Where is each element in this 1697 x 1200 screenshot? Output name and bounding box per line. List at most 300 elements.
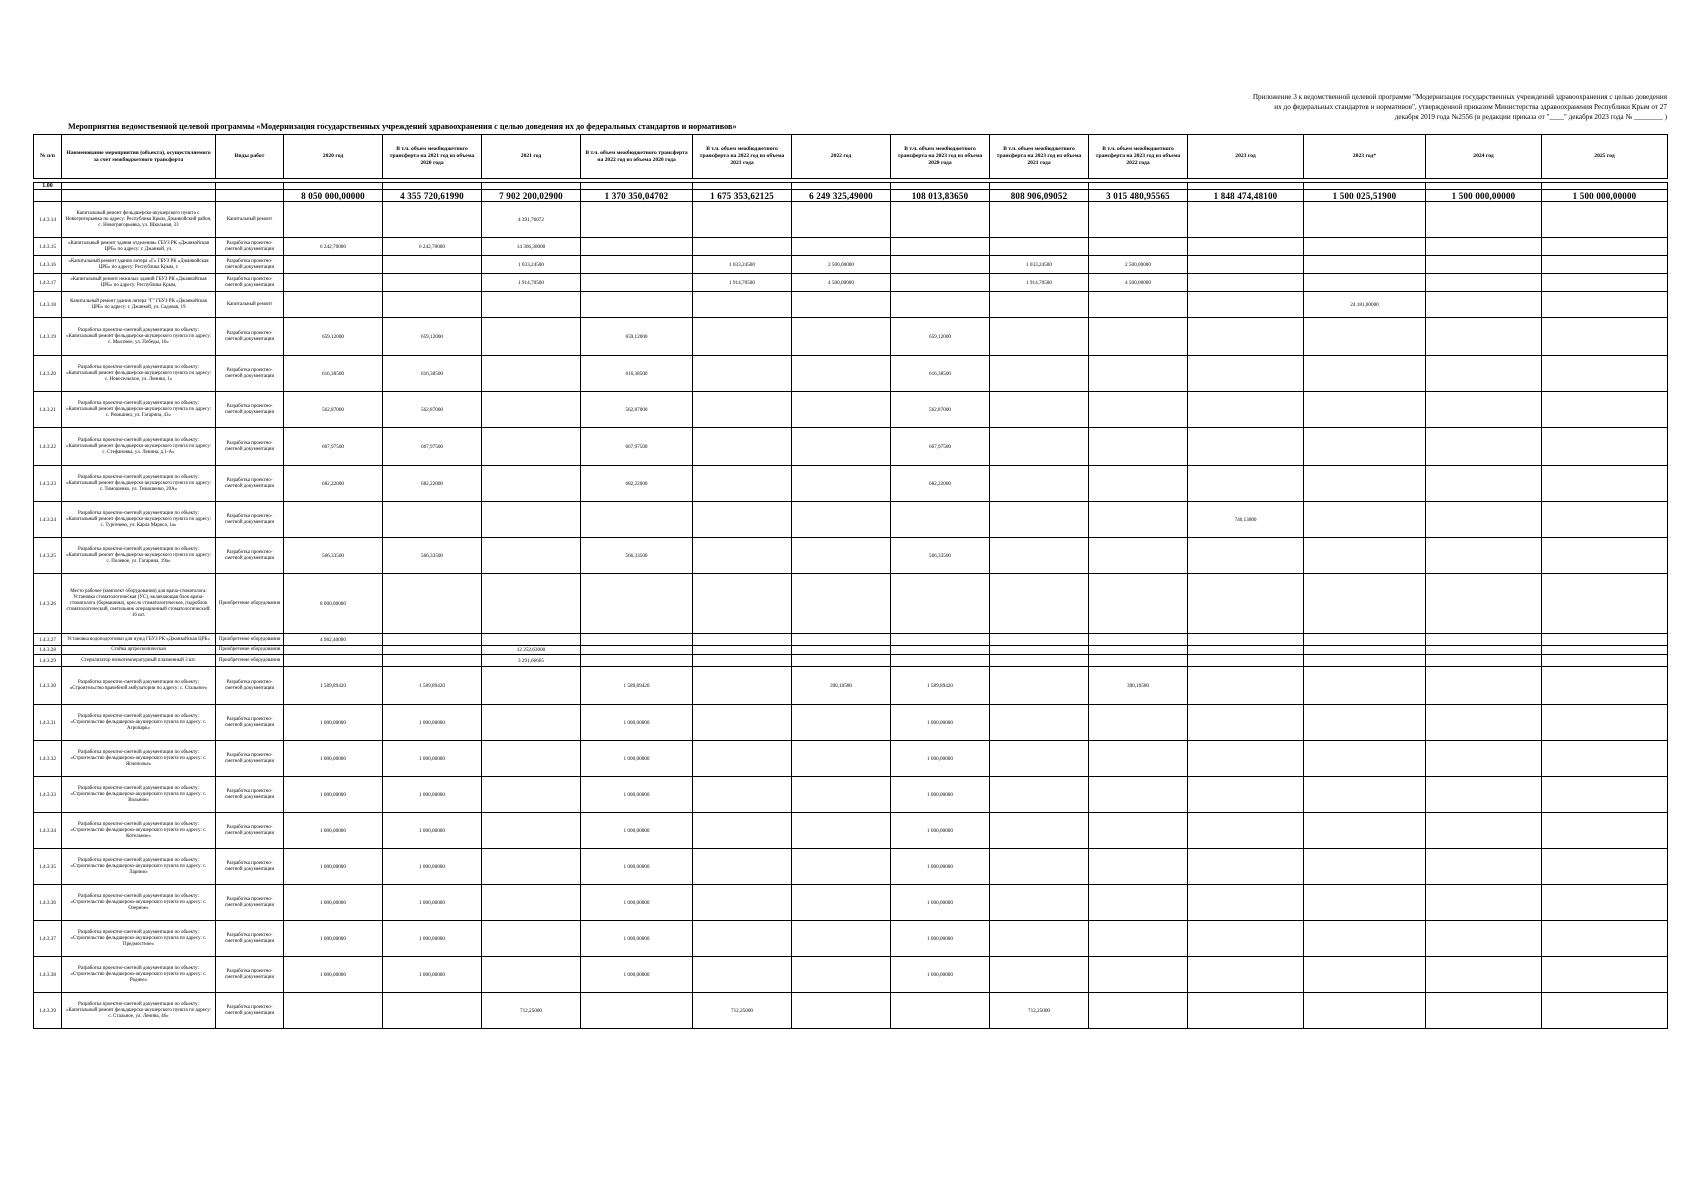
amount-cell bbox=[693, 574, 792, 634]
measure-name: «Капитальный ремонт здания литера «Г» ГБУЗ РК «Джанкойская ЦРБ» по адресу: Республика Крым, г. bbox=[62, 256, 216, 274]
amount-cell bbox=[1426, 705, 1542, 741]
measure-name: Разработка проектно-сметной документации по объекту: «Капитальный ремонт фельдшерско-акушерского пункта по адресу: с. Стефановка, ул. Ленина, д.1-А» bbox=[62, 428, 216, 466]
amount-cell bbox=[891, 502, 990, 538]
amount-cell: 1 000,00000 bbox=[284, 849, 383, 885]
column-header: Наименование мероприятия (объекта), осуществляемого за счет межбюджетного трансферта bbox=[62, 135, 216, 179]
measure-name: Разработка проектно-сметной документации по объекту: «Строительство фельдшерско-акушерского пункта по адресу: с. Вольное» bbox=[62, 777, 216, 813]
amount-cell bbox=[482, 318, 581, 356]
amount-cell bbox=[1426, 849, 1542, 885]
table-row bbox=[34, 667, 1668, 705]
amount-cell: 712,25000 bbox=[693, 993, 792, 1029]
row-number: 1.4.3.34 bbox=[34, 813, 62, 849]
total-value: 3 015 480,95565 bbox=[1089, 190, 1188, 202]
table-row bbox=[34, 705, 1668, 741]
amount-cell bbox=[482, 741, 581, 777]
amount-cell: 1 000,00000 bbox=[284, 885, 383, 921]
amount-cell bbox=[284, 292, 383, 318]
amount-cell: 1 000,00000 bbox=[383, 957, 482, 993]
measure-name: Место рабочее (комплект оборудования) для врача-стоматолога: Установка стоматологическая (УС), включающая блок врача-стоматолога (бормашина), кресло стоматологическое, гидроблок стоматологический, светильник операционный стоматологический: 16 шт. bbox=[62, 574, 216, 634]
amount-cell bbox=[1188, 849, 1304, 885]
total-value: 108 013,83650 bbox=[891, 190, 990, 202]
amount-cell bbox=[1188, 777, 1304, 813]
table-row bbox=[34, 574, 1668, 634]
amount-cell bbox=[891, 238, 990, 256]
amount-cell bbox=[792, 466, 891, 502]
table-row bbox=[34, 813, 1668, 849]
amount-cell: 12 252,63000 bbox=[482, 646, 581, 655]
amount-cell bbox=[581, 202, 693, 238]
amount-cell bbox=[1426, 921, 1542, 957]
measure-name: Разработка проектно-сметной документации по объекту: «Строительство фельдшерско-акушерского пункта по адресу: с. Озерное» bbox=[62, 885, 216, 921]
measure-name: «Капитальный ремонт нежилых зданий ГБУЗ РК «Джанкойская ЦРБ» по адресу: Республика Крым, bbox=[62, 274, 216, 292]
amount-cell: 14 366,30000 bbox=[482, 238, 581, 256]
empty-cell bbox=[1542, 183, 1668, 190]
amount-cell bbox=[1426, 885, 1542, 921]
amount-cell bbox=[792, 356, 891, 392]
amount-cell bbox=[1188, 885, 1304, 921]
amount-cell bbox=[1542, 741, 1668, 777]
measure-name: Разработка проектно-сметной документации по объекту: «Строительство врачебной амбулатории по адресу: с. Стальное» bbox=[62, 667, 216, 705]
amount-cell: 566,33500 bbox=[284, 538, 383, 574]
amount-cell bbox=[482, 392, 581, 428]
amount-cell bbox=[792, 292, 891, 318]
measure-name: Разработка проектно-сметной документации по объекту: «Строительство фельдшерско-акушерского пункта по адресу: с. Агропарк» bbox=[62, 705, 216, 741]
table-row bbox=[34, 885, 1668, 921]
amount-cell: 1 000,00000 bbox=[581, 705, 693, 741]
amount-cell: 562,87000 bbox=[891, 392, 990, 428]
row-number: 1.4.3.25 bbox=[34, 538, 62, 574]
amount-cell bbox=[792, 993, 891, 1029]
amount-cell bbox=[1426, 356, 1542, 392]
amount-cell bbox=[693, 705, 792, 741]
work-type: Разработка проектно-сметной документации bbox=[216, 741, 284, 777]
amount-cell bbox=[990, 318, 1089, 356]
amount-cell bbox=[1188, 392, 1304, 428]
amount-cell bbox=[990, 849, 1089, 885]
amount-cell bbox=[1188, 574, 1304, 634]
amount-cell bbox=[693, 538, 792, 574]
column-header: В т.ч. объем межбюджетного трансферта на 2021 год из объема 2020 года bbox=[383, 135, 482, 179]
amount-cell bbox=[693, 634, 792, 646]
total-value: 4 355 720,61990 bbox=[383, 190, 482, 202]
row-number: 1.4.3.18 bbox=[34, 292, 62, 318]
row-number: 1.4.3.28 bbox=[34, 646, 62, 655]
work-type: Разработка проектно-сметной документации bbox=[216, 356, 284, 392]
amount-cell bbox=[693, 238, 792, 256]
amount-cell: 682,22000 bbox=[284, 466, 383, 502]
total-value: 6 249 325,49000 bbox=[792, 190, 891, 202]
amount-cell bbox=[693, 466, 792, 502]
amount-cell bbox=[1542, 574, 1668, 634]
amount-cell bbox=[792, 646, 891, 655]
amount-cell bbox=[581, 993, 693, 1029]
amount-cell bbox=[792, 777, 891, 813]
amount-cell bbox=[792, 574, 891, 634]
row-number: 1.4.3.38 bbox=[34, 957, 62, 993]
amount-cell bbox=[383, 292, 482, 318]
table-row bbox=[34, 646, 1668, 655]
amount-cell: 4 391,76072 bbox=[482, 202, 581, 238]
table-row bbox=[34, 502, 1668, 538]
amount-cell bbox=[1542, 428, 1668, 466]
table-row bbox=[34, 274, 1668, 292]
measure-name: Капитальный ремонт здания литера "Г" ГБУЗ РК «Джанкойская ЦРБ» по адресу: г. Джанкой, ул. Садовая, 19 bbox=[62, 292, 216, 318]
amount-cell bbox=[1426, 256, 1542, 274]
amount-cell: 1 000,00000 bbox=[383, 705, 482, 741]
empty-cell bbox=[216, 190, 284, 202]
amount-cell bbox=[891, 202, 990, 238]
amount-cell bbox=[1089, 466, 1188, 502]
measure-name: Разработка проектно-сметной документации по объекту: «Строительство фельдшерско-акушерского пункта по адресу: с. Котельное» bbox=[62, 813, 216, 849]
amount-cell bbox=[1542, 885, 1668, 921]
amount-cell: 1 000,00000 bbox=[284, 705, 383, 741]
measure-name: Разработка проектно-сметной документации по объекту: «Строительство фельдшерско-акушерского пункта по адресу: с. Предмостное» bbox=[62, 921, 216, 957]
amount-cell: 712,25000 bbox=[990, 993, 1089, 1029]
amount-cell: 1 000,00000 bbox=[581, 921, 693, 957]
work-type: Разработка проектно-сметной документации bbox=[216, 502, 284, 538]
amount-cell bbox=[1188, 655, 1304, 667]
amount-cell: 746,13000 bbox=[1188, 502, 1304, 538]
amount-cell: 1 000,00000 bbox=[891, 741, 990, 777]
amount-cell: 2 500,00000 bbox=[792, 256, 891, 274]
amount-cell bbox=[383, 646, 482, 655]
amount-cell bbox=[1188, 466, 1304, 502]
work-type: Капитальный ремонт bbox=[216, 292, 284, 318]
total-value: 1 675 353,62125 bbox=[693, 190, 792, 202]
amount-cell: 659,12000 bbox=[581, 318, 693, 356]
amount-cell bbox=[693, 646, 792, 655]
amount-cell: 1 589,89420 bbox=[581, 667, 693, 705]
amount-cell bbox=[891, 993, 990, 1029]
empty-cell bbox=[693, 183, 792, 190]
amount-cell bbox=[1304, 705, 1426, 741]
row-number: 1.4.3.30 bbox=[34, 667, 62, 705]
amount-cell: 1 589,89420 bbox=[383, 667, 482, 705]
table-row bbox=[34, 356, 1668, 392]
empty-cell bbox=[1188, 183, 1304, 190]
amount-cell: 1 000,00000 bbox=[581, 957, 693, 993]
amount-cell bbox=[383, 634, 482, 646]
amount-cell: 682,22000 bbox=[383, 466, 482, 502]
row-number: 1.4.3.21 bbox=[34, 392, 62, 428]
empty-cell bbox=[62, 183, 216, 190]
amount-cell bbox=[284, 274, 383, 292]
work-type: Разработка проектно-сметной документации bbox=[216, 885, 284, 921]
amount-cell bbox=[1542, 655, 1668, 667]
amount-cell: 6 242,70000 bbox=[383, 238, 482, 256]
column-header: В т.ч. объем межбюджетного трансферта на 2022 год из объема 2021 года bbox=[693, 135, 792, 179]
amount-cell bbox=[1542, 993, 1668, 1029]
work-type: Приобретение оборудования bbox=[216, 655, 284, 667]
amount-cell: 1 000,00000 bbox=[284, 777, 383, 813]
column-header: В т.ч. объем межбюджетного трансферта на 2023 год из объема 2020 года bbox=[891, 135, 990, 179]
row-number: 1.4.3.33 bbox=[34, 777, 62, 813]
amount-cell bbox=[693, 356, 792, 392]
amount-cell bbox=[482, 885, 581, 921]
amount-cell bbox=[990, 466, 1089, 502]
row-number: 1.4.3.35 bbox=[34, 849, 62, 885]
table-row bbox=[34, 777, 1668, 813]
amount-cell bbox=[1188, 428, 1304, 466]
amount-cell bbox=[482, 849, 581, 885]
amount-cell bbox=[383, 256, 482, 274]
amount-cell bbox=[990, 646, 1089, 655]
row-number: 1.4.3.39 bbox=[34, 993, 62, 1029]
amount-cell: 8 000,00000 bbox=[284, 574, 383, 634]
amount-cell bbox=[1542, 957, 1668, 993]
amount-cell bbox=[1426, 292, 1542, 318]
amount-cell bbox=[1542, 646, 1668, 655]
amount-cell bbox=[482, 538, 581, 574]
amount-cell: 667,97500 bbox=[581, 428, 693, 466]
table-row bbox=[34, 741, 1668, 777]
table-row bbox=[34, 634, 1668, 646]
amount-cell bbox=[990, 705, 1089, 741]
amount-cell bbox=[482, 502, 581, 538]
amount-cell bbox=[1426, 428, 1542, 466]
amount-cell bbox=[581, 574, 693, 634]
amount-cell: 1 000,00000 bbox=[891, 849, 990, 885]
amount-cell bbox=[693, 777, 792, 813]
table-row bbox=[34, 957, 1668, 993]
amount-cell bbox=[990, 538, 1089, 574]
amount-cell: 390,10580 bbox=[1089, 667, 1188, 705]
amount-cell bbox=[482, 574, 581, 634]
column-header: 2023 год* bbox=[1304, 135, 1426, 179]
amount-cell bbox=[383, 274, 482, 292]
amount-cell bbox=[693, 741, 792, 777]
work-type: Приобретение оборудования bbox=[216, 646, 284, 655]
empty-cell bbox=[581, 183, 693, 190]
amount-cell bbox=[1304, 356, 1426, 392]
document-title: Мероприятия ведомственной целевой программы «Модернизация государственных учреждений здравоохранения с целью доведения их до федеральных стандартов и нормативов» bbox=[68, 122, 737, 131]
section-code: 1.00 bbox=[34, 183, 62, 190]
amount-cell bbox=[693, 849, 792, 885]
amount-cell bbox=[1089, 202, 1188, 238]
amount-cell: 3 291,66665 bbox=[482, 655, 581, 667]
amount-cell bbox=[482, 921, 581, 957]
amount-cell bbox=[1089, 705, 1188, 741]
total-value: 1 500 000,00000 bbox=[1542, 190, 1668, 202]
table-row bbox=[34, 318, 1668, 356]
amount-cell: 1 000,00000 bbox=[383, 849, 482, 885]
amount-cell bbox=[891, 574, 990, 634]
amount-cell bbox=[1089, 428, 1188, 466]
amount-cell bbox=[1304, 957, 1426, 993]
amount-cell bbox=[1304, 466, 1426, 502]
empty-cell bbox=[284, 183, 383, 190]
work-type: Разработка проектно-сметной документации bbox=[216, 466, 284, 502]
amount-cell bbox=[1089, 634, 1188, 646]
row-number: 1.4.3.16 bbox=[34, 256, 62, 274]
amount-cell bbox=[482, 667, 581, 705]
amount-cell bbox=[990, 921, 1089, 957]
amount-cell: 566,33500 bbox=[581, 538, 693, 574]
amount-cell bbox=[1542, 238, 1668, 256]
appendix-note bbox=[1147, 92, 1667, 122]
amount-cell: 562,87000 bbox=[581, 392, 693, 428]
amount-cell bbox=[581, 274, 693, 292]
amount-cell bbox=[1542, 921, 1668, 957]
amount-cell bbox=[1426, 646, 1542, 655]
amount-cell: 1 000,00000 bbox=[383, 813, 482, 849]
amount-cell bbox=[693, 392, 792, 428]
amount-cell bbox=[1304, 428, 1426, 466]
amount-cell bbox=[1089, 574, 1188, 634]
amount-cell bbox=[284, 256, 383, 274]
amount-cell bbox=[1188, 667, 1304, 705]
amount-cell bbox=[284, 202, 383, 238]
amount-cell bbox=[1188, 993, 1304, 1029]
amount-cell bbox=[1304, 741, 1426, 777]
amount-cell bbox=[1188, 274, 1304, 292]
amount-cell bbox=[1089, 741, 1188, 777]
amount-cell bbox=[1089, 646, 1188, 655]
amount-cell bbox=[792, 921, 891, 957]
amount-cell bbox=[1304, 993, 1426, 1029]
amount-cell: 667,97500 bbox=[284, 428, 383, 466]
amount-cell: 1 914,70500 bbox=[482, 274, 581, 292]
amount-cell: 1 914,70500 bbox=[990, 274, 1089, 292]
work-type: Капитальный ремонт bbox=[216, 202, 284, 238]
column-header: В т.ч. объем межбюджетного трансферта на 2023 год из объема 2022 года bbox=[1089, 135, 1188, 179]
amount-cell bbox=[792, 202, 891, 238]
total-value: 1 848 474,48100 bbox=[1188, 190, 1304, 202]
amount-cell bbox=[482, 777, 581, 813]
amount-cell: 1 000,00000 bbox=[891, 957, 990, 993]
amount-cell: 1 000,00000 bbox=[891, 921, 990, 957]
amount-cell: 1 000,00000 bbox=[383, 921, 482, 957]
amount-cell bbox=[482, 957, 581, 993]
measure-name: Разработка проектно-сметной документации по объекту: «Капитальный ремонт фельдшерско-акушерского пункта по адресу: с. Новосельское, ул. Ленина, 1» bbox=[62, 356, 216, 392]
amount-cell bbox=[693, 667, 792, 705]
amount-cell: 1 000,00000 bbox=[891, 885, 990, 921]
amount-cell bbox=[482, 356, 581, 392]
amount-cell bbox=[990, 502, 1089, 538]
work-type: Разработка проектно-сметной документации bbox=[216, 705, 284, 741]
row-number: 1.4.3.27 bbox=[34, 634, 62, 646]
amount-cell bbox=[792, 885, 891, 921]
row-number: 1.4.3.15 bbox=[34, 238, 62, 256]
amount-cell bbox=[990, 428, 1089, 466]
total-value: 1 370 350,04702 bbox=[581, 190, 693, 202]
amount-cell bbox=[1426, 634, 1542, 646]
amount-cell: 566,33500 bbox=[383, 538, 482, 574]
amount-cell bbox=[693, 202, 792, 238]
amount-cell bbox=[990, 777, 1089, 813]
amount-cell bbox=[581, 655, 693, 667]
amount-cell bbox=[1304, 318, 1426, 356]
amount-cell: 1 000,00000 bbox=[891, 813, 990, 849]
amount-cell bbox=[1089, 655, 1188, 667]
amount-cell bbox=[1426, 392, 1542, 428]
amount-cell bbox=[1089, 238, 1188, 256]
amount-cell bbox=[693, 655, 792, 667]
measure-name: Разработка проектно-сметной документации по объекту: «Строительство фельдшерско-акушерского пункта по адресу: с. Яснополье» bbox=[62, 741, 216, 777]
amount-cell bbox=[1426, 741, 1542, 777]
amount-cell bbox=[1188, 202, 1304, 238]
work-type: Разработка проектно-сметной документации bbox=[216, 428, 284, 466]
total-value: 1 500 025,51900 bbox=[1304, 190, 1426, 202]
column-header: В т.ч. объем межбюджетного трансферта на 2022 год из объема 2020 года bbox=[581, 135, 693, 179]
amount-cell bbox=[990, 667, 1089, 705]
total-value: 7 902 200,02900 bbox=[482, 190, 581, 202]
empty-cell bbox=[1089, 183, 1188, 190]
totals-row bbox=[34, 190, 1668, 202]
amount-cell bbox=[1304, 646, 1426, 655]
amount-cell bbox=[581, 646, 693, 655]
empty-cell bbox=[482, 183, 581, 190]
amount-cell bbox=[482, 705, 581, 741]
amount-cell bbox=[792, 318, 891, 356]
amount-cell: 4 500,00000 bbox=[792, 274, 891, 292]
total-value: 1 500 000,00000 bbox=[1426, 190, 1542, 202]
amount-cell bbox=[1089, 885, 1188, 921]
amount-cell bbox=[482, 813, 581, 849]
table-row bbox=[34, 256, 1668, 274]
amount-cell bbox=[1542, 813, 1668, 849]
amount-cell bbox=[792, 238, 891, 256]
amount-cell bbox=[891, 274, 990, 292]
amount-cell bbox=[1089, 392, 1188, 428]
column-header: 2022 год bbox=[792, 135, 891, 179]
amount-cell: 667,97500 bbox=[383, 428, 482, 466]
amount-cell bbox=[693, 318, 792, 356]
amount-cell bbox=[1542, 705, 1668, 741]
empty-cell bbox=[216, 183, 284, 190]
measure-name: Капитальный ремонт фельдшерско-акушерского пункта с. Новогригорьевка по адресу: Республика Крым, Джанкойский район, с. Новогригорьевка, ул. Школьная, 33 bbox=[62, 202, 216, 238]
row-number: 1.4.3.31 bbox=[34, 705, 62, 741]
amount-cell bbox=[1304, 634, 1426, 646]
amount-cell bbox=[1304, 921, 1426, 957]
amount-cell: 1 000,00000 bbox=[891, 705, 990, 741]
measure-name: Установка водоподготовки для нужд ГБУЗ РК «Джанкойская ЦРБ» bbox=[62, 634, 216, 646]
measure-name: Разработка проектно-сметной документации по объекту: «Капитальный ремонт фельдшерско-акушерского пункта по адресу: с. Рюмшино, ул. Гагарина, 43» bbox=[62, 392, 216, 428]
amount-cell bbox=[1304, 813, 1426, 849]
table-row bbox=[34, 202, 1668, 238]
amount-cell bbox=[1089, 356, 1188, 392]
amount-cell bbox=[1188, 318, 1304, 356]
amount-cell bbox=[1188, 921, 1304, 957]
amount-cell: 682,22000 bbox=[891, 466, 990, 502]
amount-cell: 682,22000 bbox=[581, 466, 693, 502]
amount-cell bbox=[1542, 256, 1668, 274]
amount-cell: 667,97500 bbox=[891, 428, 990, 466]
amount-cell bbox=[1542, 849, 1668, 885]
amount-cell bbox=[1188, 256, 1304, 274]
amount-cell bbox=[792, 428, 891, 466]
amount-cell bbox=[792, 538, 891, 574]
amount-cell bbox=[990, 741, 1089, 777]
amount-cell bbox=[1089, 813, 1188, 849]
amount-cell bbox=[1542, 392, 1668, 428]
amount-cell: 659,12000 bbox=[284, 318, 383, 356]
amount-cell bbox=[1542, 274, 1668, 292]
amount-cell bbox=[1542, 202, 1668, 238]
amount-cell: 616,38500 bbox=[284, 356, 383, 392]
amount-cell bbox=[1426, 238, 1542, 256]
amount-cell bbox=[1304, 202, 1426, 238]
row-number: 1.4.3.17 bbox=[34, 274, 62, 292]
amount-cell: 2 500,00000 bbox=[1089, 256, 1188, 274]
amount-cell bbox=[792, 655, 891, 667]
amount-cell: 1 000,00000 bbox=[383, 741, 482, 777]
column-header: 2023 год bbox=[1188, 135, 1304, 179]
amount-cell bbox=[1542, 667, 1668, 705]
work-type: Разработка проектно-сметной документации bbox=[216, 392, 284, 428]
amount-cell bbox=[284, 655, 383, 667]
amount-cell bbox=[581, 502, 693, 538]
